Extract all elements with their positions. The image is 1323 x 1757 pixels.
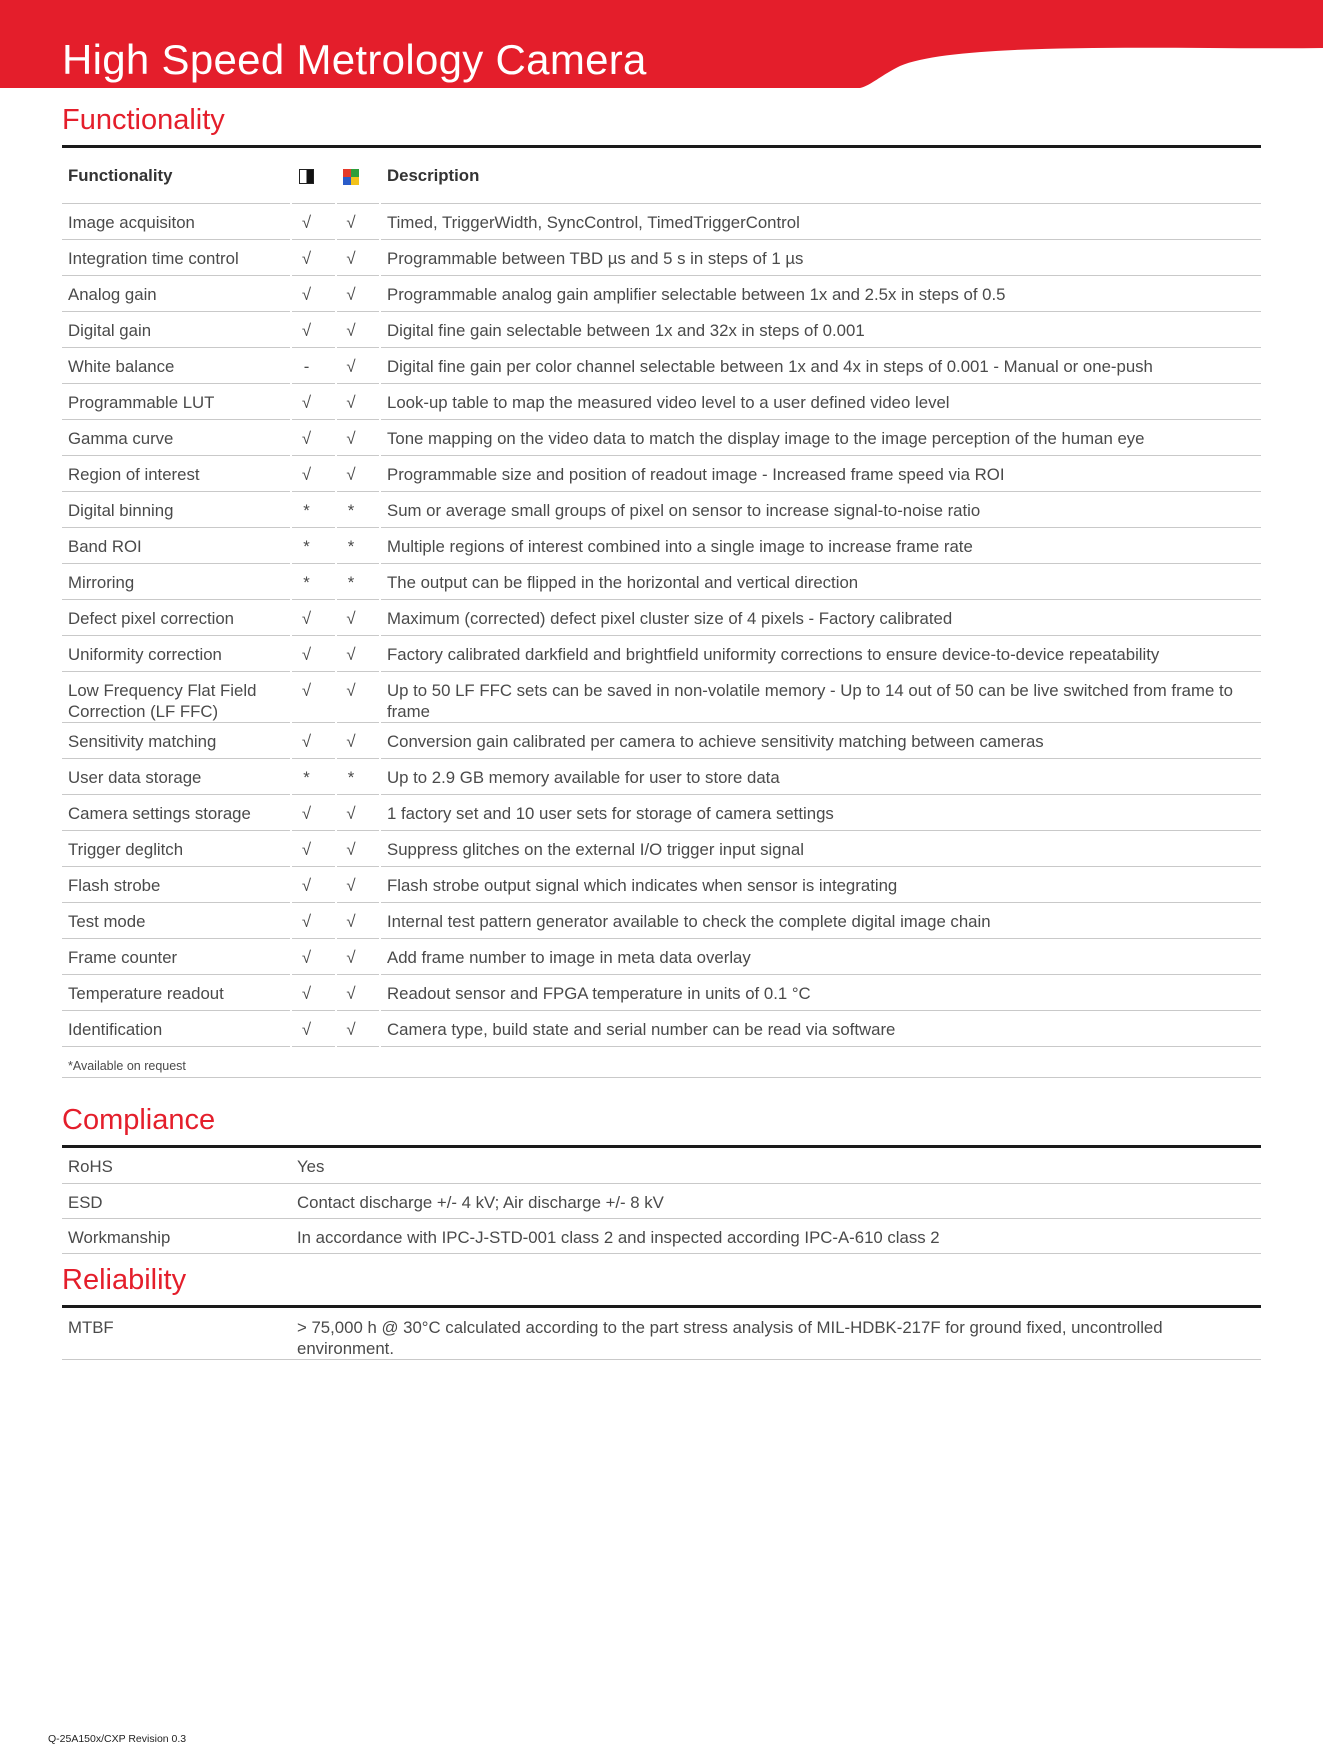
feature-name: Image acquisiton (62, 204, 291, 240)
reliability-name: MTBF (62, 1308, 291, 1360)
mono-support: √ (291, 636, 336, 672)
mono-support: * (291, 492, 336, 528)
table-row (62, 276, 1261, 312)
feature-description: Readout sensor and FPGA temperature in units of 0.1 °C (380, 975, 1261, 1011)
compliance-table (62, 1148, 1261, 1254)
mono-support: * (291, 528, 336, 564)
feature-description: Suppress glitches on the external I/O trigger input signal (380, 831, 1261, 867)
footnote: *Available on request (62, 1047, 1261, 1078)
table-row (62, 795, 1261, 831)
table-row (62, 723, 1261, 759)
mono-support: * (291, 564, 336, 600)
table-row (62, 492, 1261, 528)
feature-description: Tone mapping on the video data to match the display image to the image perception of the human eye (380, 420, 1261, 456)
feature-description: Programmable analog gain amplifier selectable between 1x and 2.5x in steps of 0.5 (380, 276, 1261, 312)
table-row (62, 204, 1261, 240)
feature-description: Maximum (corrected) defect pixel cluster size of 4 pixels - Factory calibrated (380, 600, 1261, 636)
mono-support: * (291, 759, 336, 795)
color-support: √ (336, 975, 380, 1011)
mono-support: √ (291, 1011, 336, 1047)
color-support: √ (336, 1011, 380, 1047)
table-row (62, 1011, 1261, 1047)
footnote-row (62, 1047, 1261, 1078)
table-row (62, 384, 1261, 420)
feature-name: Uniformity correction (62, 636, 291, 672)
feature-name: Region of interest (62, 456, 291, 492)
color-support: √ (336, 276, 380, 312)
color-support: √ (336, 204, 380, 240)
color-support: √ (336, 348, 380, 384)
compliance-name: RoHS (62, 1148, 291, 1183)
feature-name: User data storage (62, 759, 291, 795)
color-support: √ (336, 456, 380, 492)
mono-support: √ (291, 723, 336, 759)
table-row (62, 348, 1261, 384)
feature-name: Gamma curve (62, 420, 291, 456)
section-title-functionality: Functionality (62, 104, 225, 136)
feature-description: Flash strobe output signal which indicates when sensor is integrating (380, 867, 1261, 903)
color-support: * (336, 528, 380, 564)
feature-name: Sensitivity matching (62, 723, 291, 759)
feature-name: Camera settings storage (62, 795, 291, 831)
table-row (62, 939, 1261, 975)
table-row (62, 1218, 1261, 1253)
compliance-name: ESD (62, 1183, 291, 1218)
compliance-name: Workmanship (62, 1218, 291, 1253)
feature-description: Digital fine gain per color channel selectable between 1x and 4x in steps of 0.001 - Manual or one-push (380, 348, 1261, 384)
table-row (62, 903, 1261, 939)
functionality-table (62, 145, 1261, 1078)
mono-support: √ (291, 795, 336, 831)
table-row (62, 1183, 1261, 1218)
mono-support: √ (291, 867, 336, 903)
color-support: √ (336, 867, 380, 903)
mono-support: √ (291, 600, 336, 636)
table-row (62, 975, 1261, 1011)
color-support: √ (336, 903, 380, 939)
feature-description: Sum or average small groups of pixel on sensor to increase signal-to-noise ratio (380, 492, 1261, 528)
table-row (62, 831, 1261, 867)
feature-description: Add frame number to image in meta data overlay (380, 939, 1261, 975)
table-row (62, 600, 1261, 636)
section-title-compliance: Compliance (62, 1104, 216, 1136)
color-sensor-icon (343, 169, 359, 185)
column-header-functionality: Functionality (62, 147, 291, 204)
color-support: √ (336, 420, 380, 456)
feature-name: Low Frequency Flat Field Correction (LF FFC) (62, 672, 291, 723)
feature-name: Trigger deglitch (62, 831, 291, 867)
feature-description: Internal test pattern generator available to check the complete digital image chain (380, 903, 1261, 939)
column-header-description: Description (380, 147, 1261, 204)
section-title-reliability: Reliability (62, 1264, 187, 1296)
feature-name: Identification (62, 1011, 291, 1047)
column-header-monochrome (291, 147, 336, 204)
feature-description: Up to 50 LF FFC sets can be saved in non-volatile memory - Up to 14 out of 50 can be live switched from frame to frame (380, 672, 1261, 723)
table-row (62, 867, 1261, 903)
table-row (62, 759, 1261, 795)
feature-description: 1 factory set and 10 user sets for storage of camera settings (380, 795, 1261, 831)
compliance-value: Yes (291, 1148, 1261, 1183)
feature-name: Defect pixel correction (62, 600, 291, 636)
table-row (62, 312, 1261, 348)
feature-name: White balance (62, 348, 291, 384)
table-row (62, 564, 1261, 600)
feature-name: Frame counter (62, 939, 291, 975)
color-support: √ (336, 723, 380, 759)
mono-support: √ (291, 456, 336, 492)
feature-description: Look-up table to map the measured video level to a user defined video level (380, 384, 1261, 420)
feature-description: Multiple regions of interest combined into a single image to increase frame rate (380, 528, 1261, 564)
feature-name: Test mode (62, 903, 291, 939)
mono-support: √ (291, 204, 336, 240)
feature-description: Timed, TriggerWidth, SyncControl, TimedTriggerControl (380, 204, 1261, 240)
feature-description: The output can be flipped in the horizontal and vertical direction (380, 564, 1261, 600)
table-row (62, 420, 1261, 456)
feature-description: Factory calibrated darkfield and brightfield uniformity corrections to ensure device-to-device repeatability (380, 636, 1261, 672)
monochrome-icon (299, 169, 314, 184)
mono-support: √ (291, 975, 336, 1011)
document-id: Q-25A150x/CXP Revision 0.3 (48, 1733, 187, 1745)
feature-name: Digital binning (62, 492, 291, 528)
table-row (62, 1308, 1261, 1360)
mono-support: √ (291, 312, 336, 348)
feature-name: Mirroring (62, 564, 291, 600)
color-support: √ (336, 384, 380, 420)
table-row (62, 1148, 1261, 1183)
feature-name: Temperature readout (62, 975, 291, 1011)
functionality-header-row (62, 147, 1261, 204)
mono-support: √ (291, 939, 336, 975)
color-support: √ (336, 240, 380, 276)
column-header-color (336, 147, 380, 204)
reliability-table (62, 1308, 1261, 1360)
mono-support: - (291, 348, 336, 384)
color-support: √ (336, 831, 380, 867)
table-row (62, 636, 1261, 672)
feature-name: Band ROI (62, 528, 291, 564)
feature-name: Flash strobe (62, 867, 291, 903)
page-title: High Speed Metrology Camera (62, 36, 647, 83)
mono-support: √ (291, 384, 336, 420)
color-support: √ (336, 795, 380, 831)
color-support: √ (336, 672, 380, 723)
mono-support: √ (291, 903, 336, 939)
table-row (62, 240, 1261, 276)
feature-name: Analog gain (62, 276, 291, 312)
color-support: * (336, 492, 380, 528)
mono-support: √ (291, 420, 336, 456)
color-support: √ (336, 312, 380, 348)
feature-description: Conversion gain calibrated per camera to achieve sensitivity matching between cameras (380, 723, 1261, 759)
feature-description: Digital fine gain selectable between 1x and 32x in steps of 0.001 (380, 312, 1261, 348)
table-row (62, 672, 1261, 723)
mono-support: √ (291, 672, 336, 723)
feature-description: Camera type, build state and serial number can be read via software (380, 1011, 1261, 1047)
color-support: * (336, 759, 380, 795)
color-support: √ (336, 600, 380, 636)
table-row (62, 456, 1261, 492)
feature-description: Up to 2.9 GB memory available for user to store data (380, 759, 1261, 795)
feature-name: Integration time control (62, 240, 291, 276)
feature-name: Programmable LUT (62, 384, 291, 420)
feature-description: Programmable size and position of readout image - Increased frame speed via ROI (380, 456, 1261, 492)
color-support: √ (336, 939, 380, 975)
mono-support: √ (291, 831, 336, 867)
feature-name: Digital gain (62, 312, 291, 348)
reliability-value: > 75,000 h @ 30°C calculated according to the part stress analysis of MIL-HDBK-217F for ground fixed, uncontrolled environment. (291, 1308, 1261, 1360)
color-support: √ (336, 636, 380, 672)
compliance-value: Contact discharge +/- 4 kV; Air discharge +/- 8 kV (291, 1183, 1261, 1218)
color-support: * (336, 564, 380, 600)
feature-description: Programmable between TBD µs and 5 s in steps of 1 µs (380, 240, 1261, 276)
mono-support: √ (291, 240, 336, 276)
table-row (62, 528, 1261, 564)
mono-support: √ (291, 276, 336, 312)
compliance-value: In accordance with IPC-J-STD-001 class 2 and inspected according IPC-A-610 class 2 (291, 1218, 1261, 1253)
